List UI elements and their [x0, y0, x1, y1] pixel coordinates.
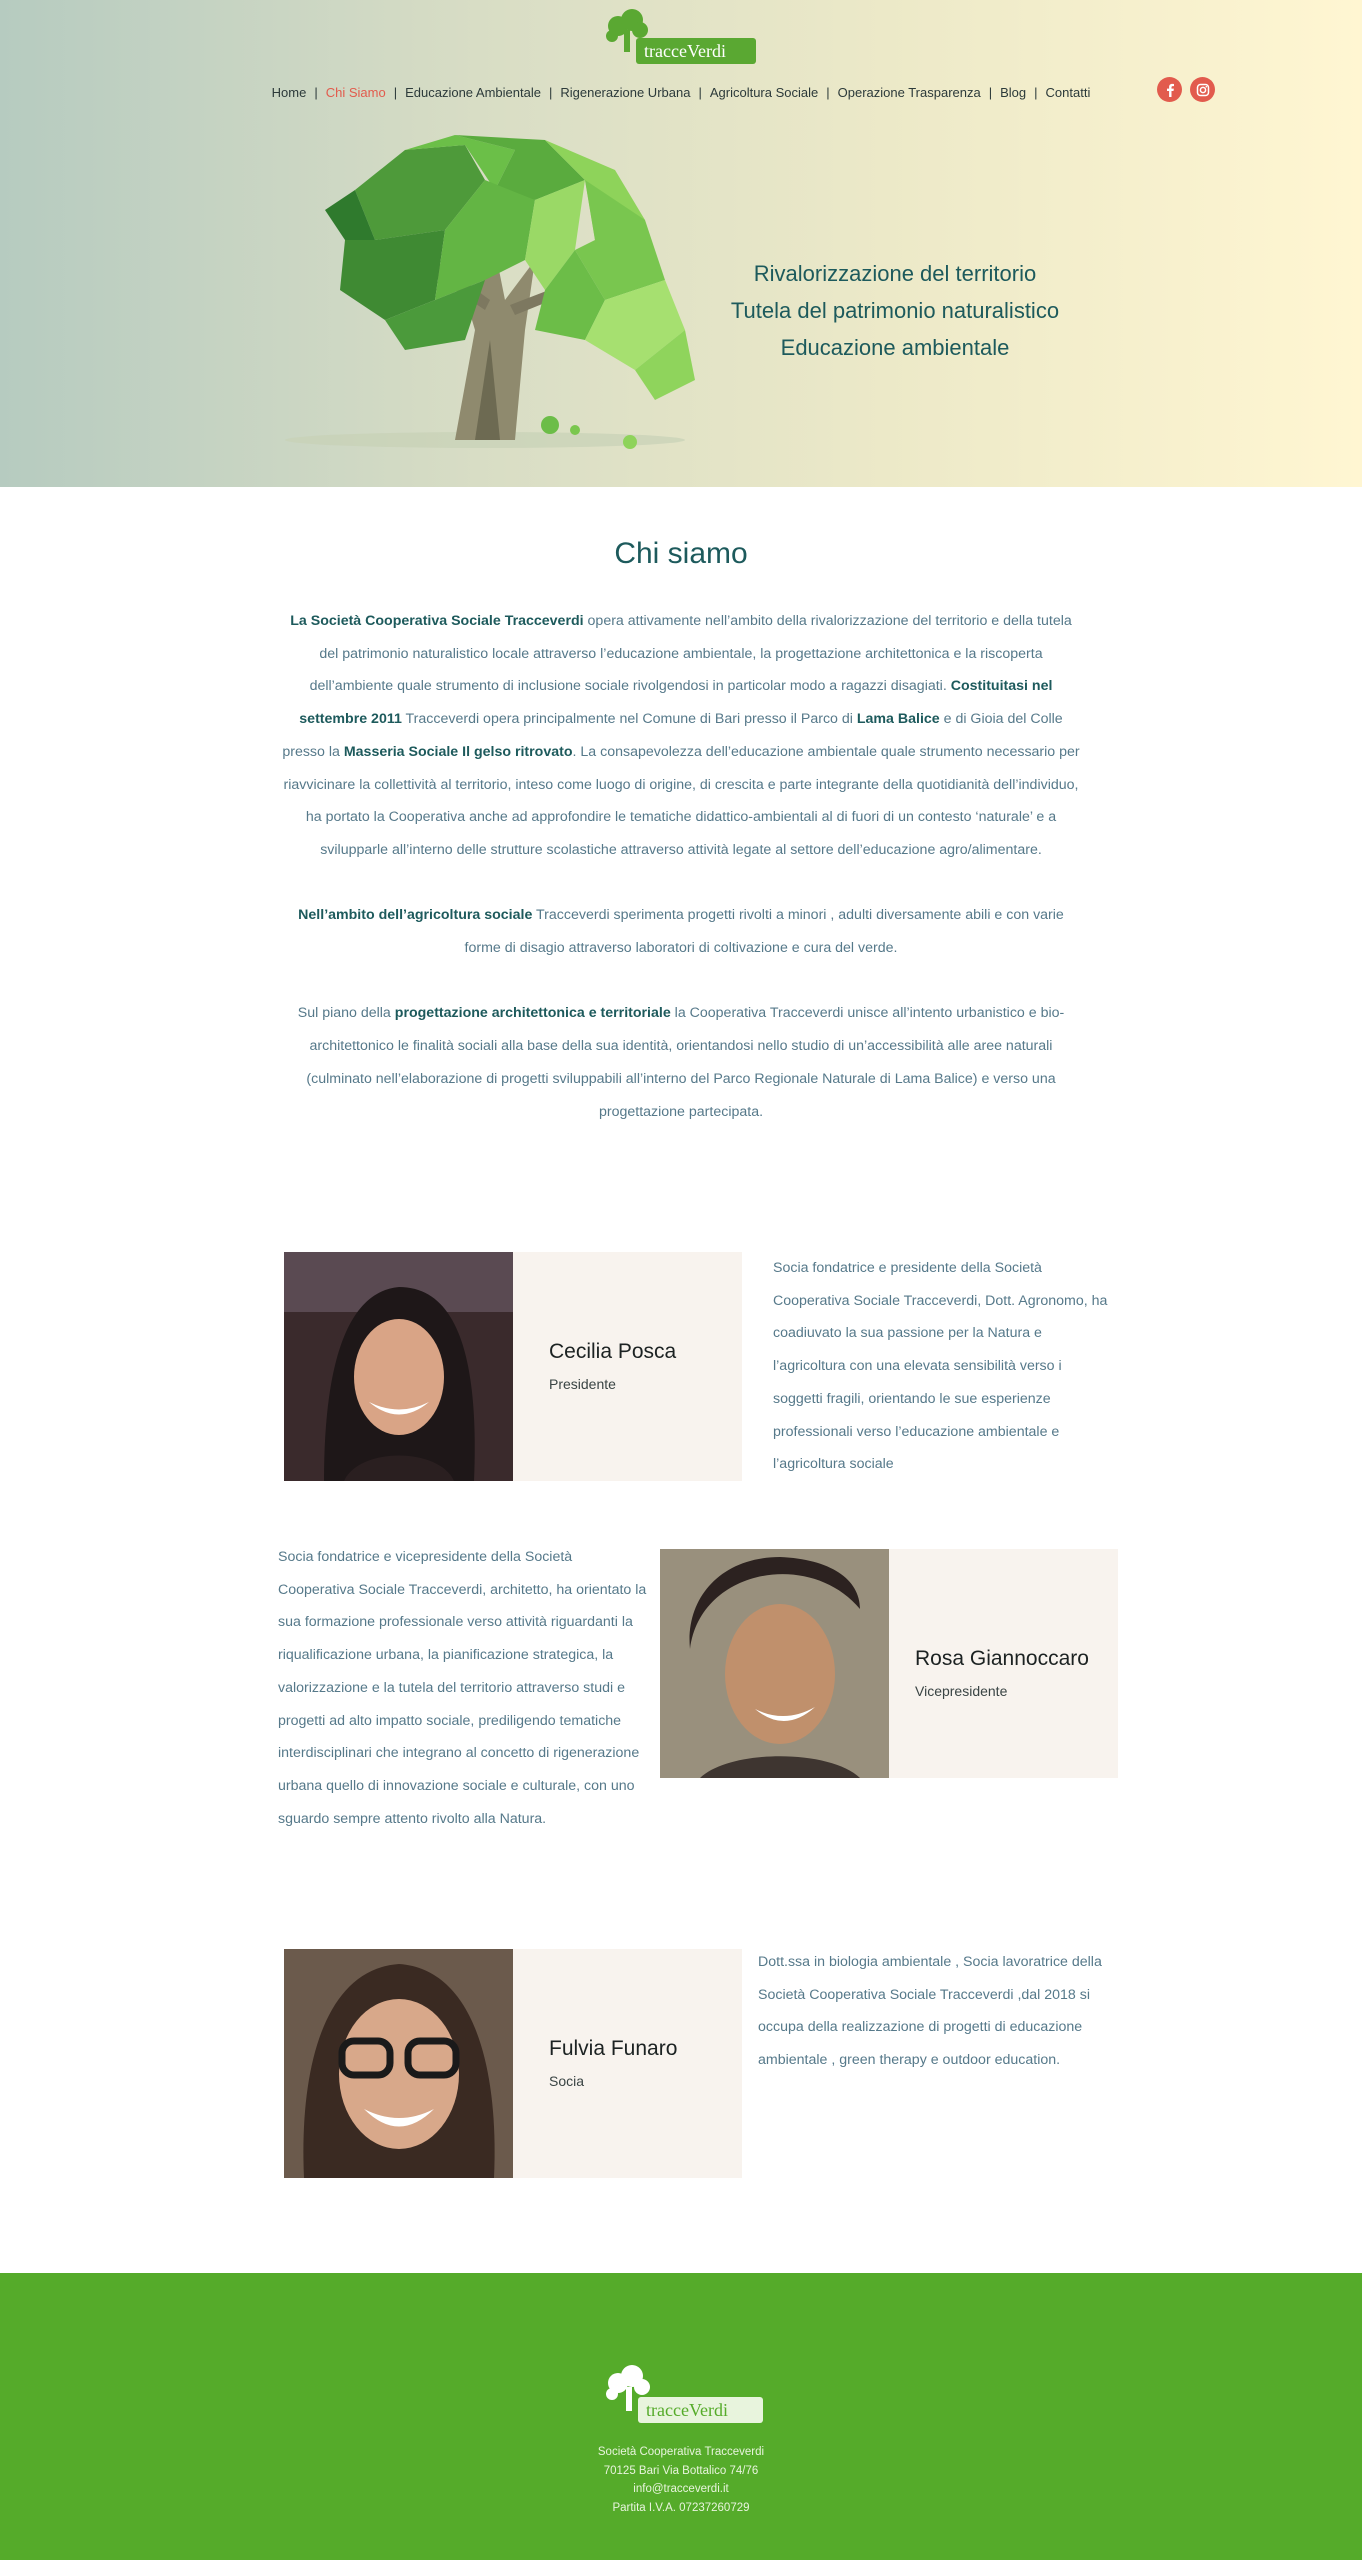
company-name-bold: La Società Cooperativa Sociale Tracceverdi: [290, 613, 584, 629]
nav-item-chi-siamo[interactable]: Chi Siamo: [325, 84, 386, 100]
facebook-icon[interactable]: [1157, 77, 1182, 102]
portrait-photo: [660, 1549, 889, 1778]
hero-taglines: [690, 255, 1100, 366]
member-bio-rosa: Socia fondatrice e vicepresidente della Società Cooperativa Sociale Tracceverdi, architetto, ha orientato la sua formazione professionale verso attività riguardanti la riqualificazione urbana, la pianificazione strategica, la valorizzazione e la tutela del territorio attraverso studi e progetti ad alto impatto sociale, prediligendo tematiche interdisciplinari che integrano al concetto di rigenerazione urbana quello di innovazione sociale e culturale, con uno sguardo sempre attento rivolto alla Natura.: [278, 1549, 647, 1827]
member-role: Presidente: [549, 1376, 616, 1392]
logo-wordmark: tracceVerdi: [646, 2400, 728, 2420]
about-paragraph-3: Sul piano della progettazione architettonica e territoriale la Cooperativa Tracceverdi unisce all’intento urbanistico e bio-architettonico le finalità sociali alla base della sua identità, orientandosi nello studio di un’accessibilità alle aree naturali (culminato nell’elaborazione di progetti sviluppabili all’interno del Parco Regionale Naturale di Lama Balice) e verso una progettazione partecipata.: [297, 1005, 1065, 1120]
about-intro: [281, 605, 1081, 1161]
footer-company: Società Cooperativa Tracceverdi: [597, 2446, 765, 2458]
member-bio-cecilia: Socia fondatrice e presidente della Società Cooperativa Sociale Tracceverdi, Dott. Agronomo, ha coadiuvato la sua passione per la Natura e l’agricoltura con una elevata sensibilità verso i soggetti fragili, orientando le sue esperienze professionali verso l’educazione ambientale e l’agricoltura sociale: [773, 1260, 1108, 1473]
footer-address: 70125 Bari Via Bottalico 74/76: [603, 2464, 759, 2477]
member-name: Fulvia Funaro: [549, 2037, 678, 2060]
nav-separator: |: [393, 84, 398, 100]
team-card-cecilia: [284, 1252, 742, 1481]
tracceverdi-logo[interactable]: [600, 8, 760, 68]
nav-item-educazione-ambientale[interactable]: Educazione Ambientale: [405, 84, 541, 100]
nav-separator: |: [698, 84, 702, 100]
about-paragraph-1: La Società Cooperativa Sociale Tracceverdi opera attivamente nell’ambito della rivalorizzazione del territorio e della tutela del patrimonio naturalistico locale attraverso l’educazione ambientale, la progettazione architettonica e la riscoperta dell’ambiente quale strumento di inclusione sociale rivolgendosi in particolar modo a ragazzi disagiati. Costituitasi nel settembre 2011 Tracceverdi opera principalmente nel Comune di Bari presso il Parco di Lama Balice e di Gioia del Colle presso la Masseria Sociale Il gelso ritrovato. La consapevolezza dell’educazione ambientale quale strumento necessario per riavvicinare la collettività al territorio, inteso come luogo di origine, di crescita e parte integrante della quotidianità dell’individuo, ha portato la Cooperativa anche ad approfondire le tematiche didattico-ambientali al di fuori di un contesto ‘naturale’ e a svilupparle all’interno delle strutture scolastiche attraverso attività legate al settore dell’educazione agro/alimentare.: [282, 613, 1080, 858]
social-links: [1157, 77, 1215, 102]
member-bio-fulvia: Dott.ssa in biologia ambientale , Socia lavoratrice della Società Cooperativa Sociale Tracceverdi ,dal 2018 si occupa della realizzazione di progetti di educazione ambientale , green therapy e outdoor education.: [758, 1954, 1102, 2069]
nav-separator: |: [826, 84, 830, 100]
team-card-fulvia: [284, 1949, 742, 2178]
nav-item-blog[interactable]: Blog: [1000, 84, 1027, 100]
tagline-1: Rivalorizzazione del territorio: [753, 261, 1037, 286]
member-role: Vicepresidente: [915, 1683, 1008, 1699]
instagram-icon[interactable]: [1190, 77, 1215, 102]
logo-wordmark: tracceVerdi: [644, 41, 726, 61]
nav-item-agricoltura-sociale[interactable]: Agricoltura Sociale: [709, 84, 819, 100]
nav-separator: |: [548, 84, 553, 100]
nav-separator: |: [1034, 84, 1038, 100]
nav-item-contatti[interactable]: Contatti: [1045, 84, 1091, 100]
nav-item-operazione-trasparenza[interactable]: Operazione Trasparenza: [837, 84, 981, 100]
member-name: Cecilia Posca: [549, 1340, 677, 1363]
lowpoly-tree-illustration: [285, 130, 705, 460]
nav-separator: |: [988, 84, 993, 100]
about-paragraph-2: Nell’ambito dell’agricoltura sociale Tracceverdi sperimenta progetti rivolti a minori , adulti diversamente abili e con varie forme di disagio attraverso laboratori di coltivazione e cura del verde.: [298, 907, 1064, 957]
page-title: Chi siamo: [614, 537, 748, 570]
team-card-rosa: [660, 1549, 1118, 1778]
footer-vat: Partita I.V.A. 07237260729: [612, 2501, 750, 2514]
member-name: Rosa Giannoccaro: [915, 1647, 1089, 1670]
nav-item-rigenerazione-urbana[interactable]: Rigenerazione Urbana: [560, 84, 691, 100]
portrait-photo: [284, 1949, 513, 2178]
footer: [0, 2273, 1362, 2560]
footer-contact: [0, 2443, 1362, 2517]
tagline-2: Tutela del patrimonio naturalistico: [730, 298, 1060, 323]
nav-item-home[interactable]: Home: [271, 84, 307, 100]
footer-email[interactable]: info@tracceverdi.it: [633, 2483, 729, 2495]
nav-separator: |: [314, 84, 318, 100]
portrait-photo: [284, 1252, 513, 1481]
tagline-3: Educazione ambientale: [780, 335, 1010, 360]
member-role: Socia: [549, 2073, 585, 2089]
tracceverdi-logo[interactable]: [598, 2363, 768, 2429]
hero-header: [0, 0, 1362, 487]
